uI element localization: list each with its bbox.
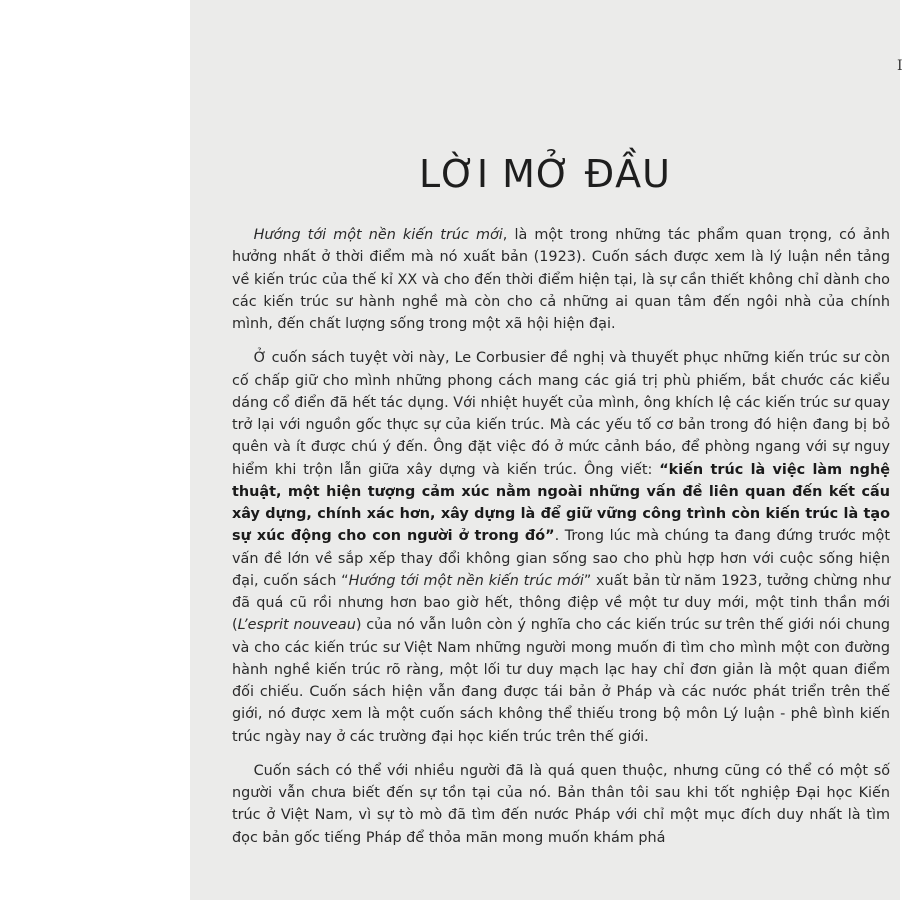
paragraph-2: [232, 347, 890, 748]
paragraph-3-text: Cuốn sách có thể với nhiều người đã là quá quen thuộc, nhưng cũng có thể có một số người vẫn chưa biết đến sự tồn tại của nó. Bản thân tôi sau khi tốt nghiệp Đại học Kiến trúc ở Việt Nam, vì sự tò mò đã tìm đến nước Pháp với chỉ một mục đích duy nhất là tìm đọc bản gốc tiếng Pháp để thỏa mãn mong muốn khám phá: [232, 762, 890, 846]
paragraph-2-part2: . Trong lúc mà chúng ta đang đứng trước một vấn đề lớn về sắp xếp thay đổi không gian sống sao cho phù hợp hơn với cuộc sống hiện đại, cuốn sách “: [232, 528, 890, 589]
esprit-nouveau-italic: L’esprit nouveau: [237, 617, 356, 634]
paragraph-2-part1: Ở cuốn sách tuyệt vời này, Le Corbusier đề nghị và thuyết phục những kiến trúc sư còn cố chấp giữ cho mình những phong cách mang các giá trị phù phiếm, bắt chước các kiểu dáng cổ điển đã hết tác dụng. Với nhiệt huyết của mình, ông khích lệ các kiến trúc sư quay trở lại với nguồn gốc thực sự của kiến trúc. Mà các yếu tố cơ bản trong đó hiện đang bị bỏ quên và ít được chú ý đến. Ông đặt việc đó ở mức cảnh báo, để phòng ngang với sự nguy hiểm khi trộn lẫn giữa xây dựng và kiến trúc. Ông viết:: [232, 350, 890, 478]
body-text: [232, 224, 890, 849]
paragraph-2-part4: ) của nó vẫn luôn còn ý nghĩa cho các kiến trúc sư trên thế giới nói chung và cho các kiến trúc sư Việt Nam những người mong muốn đi tìm cho mình một con đường hành nghề kiến trúc rõ ràng, một lối tư duy mạch lạc hay chỉ đơn giản là một quan điểm đối chiếu. Cuốn sách hiện vẫn đang được tái bản ở Pháp và các nước phát triển trên thế giới, nó được xem là một cuốn sách không thể thiếu trong bộ môn Lý luận - phê bình kiến trúc ngày nay ở các trường đại học kiến trúc trên thế giới.: [232, 617, 891, 745]
book-title-italic: Hướng tới một nền kiến trúc mới: [253, 227, 503, 243]
paragraph-1: [232, 224, 890, 335]
page-number: I: [897, 58, 903, 74]
paragraph-3: [232, 760, 890, 849]
paragraph-2-part3: ” xuất bản từ năm 1923, tưởng chừng như đã quá cũ rồi nhưng hơn bao giờ hết, thông điệp về một tư duy mới, một tinh thần mới (: [232, 572, 891, 634]
book-title-italic-2: Hướng tới một nền kiến trúc mới: [348, 572, 584, 589]
paragraph-1-text: , là một trong những tác phẩm quan trọng, có ảnh hưởng nhất ở thời điểm mà nó xuất bản (1923). Cuốn sách được xem là lý luận nền tảng về kiến trúc của thế kỉ XX và cho đến thời điểm hiện tại, là sự cần thiết không chỉ dành cho các kiến trúc sư hành nghề mà còn cho cả những ai quan tâm đến ngôi nhà của chính mình, đến chất lượng sống trong một xã hội hiện đại.: [232, 227, 890, 332]
page-title: LỜI MỞ ĐẦU: [419, 152, 671, 196]
corbusier-quote: “kiến trúc là việc làm nghệ thuật, một hiện tượng cảm xúc nằm ngoài những vấn đề liên quan đến kết cấu xây dựng, chính xác hơn, xây dựng là để giữ vững công trình còn kiến trúc là tạo sự xúc động cho con người ở trong đó”: [232, 461, 890, 545]
